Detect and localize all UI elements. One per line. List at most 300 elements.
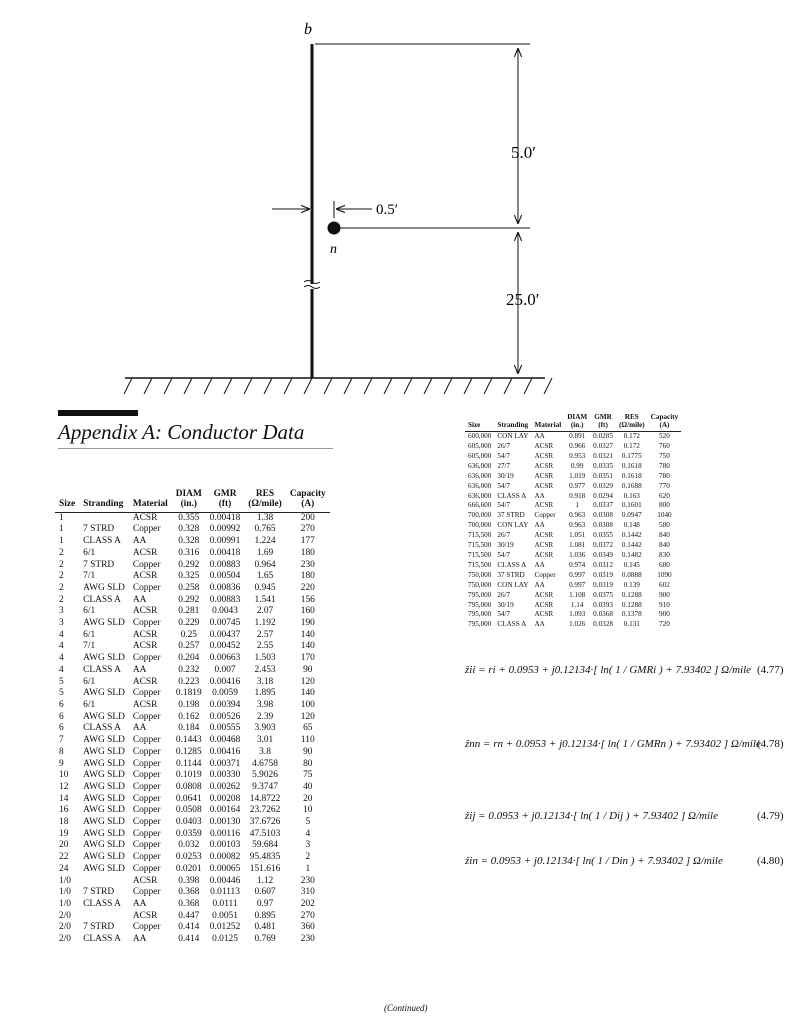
cell-size: 10 xyxy=(59,770,69,781)
cell-material: ACSR xyxy=(534,451,554,460)
cell-size: 5 xyxy=(59,676,64,687)
cell-capacity: 910 xyxy=(659,600,670,609)
cell-material: ACSR xyxy=(534,551,554,559)
cell-res: 3.18 xyxy=(256,676,274,687)
equation-number-4-78: (4.78) xyxy=(757,738,784,750)
cell-gmr: 0.00116 xyxy=(209,828,241,839)
cell-size: 2/0 xyxy=(59,922,71,933)
cell-res: 37.6726 xyxy=(249,817,281,828)
cell-diam: 0.0508 xyxy=(175,805,202,816)
header-capacity: Capacity (A) xyxy=(286,490,330,512)
cell-stranding: 37 STRD xyxy=(497,511,525,520)
cell-size: 6 xyxy=(59,711,64,722)
cell-capacity: 5 xyxy=(305,817,311,828)
cell-size: 3 xyxy=(59,618,64,629)
table-row xyxy=(465,531,681,541)
cell-size: 605,000 xyxy=(468,451,492,460)
cell-size: 1 xyxy=(59,536,64,547)
cell-capacity: 620 xyxy=(659,491,670,500)
cell-stranding: 54/7 xyxy=(497,551,511,559)
header-stranding: Stranding xyxy=(494,414,531,432)
cell-size: 1/0 xyxy=(59,875,71,886)
cell-size: 715,500 xyxy=(468,560,492,569)
table-row xyxy=(465,541,681,551)
cell-res: 0.945 xyxy=(254,582,276,593)
cell-res: 0.0888 xyxy=(621,570,642,579)
cell-capacity: 270 xyxy=(300,524,315,535)
cell-material: ACSR xyxy=(132,571,158,582)
cell-stranding: 37 STRD xyxy=(497,570,525,579)
cell-stranding: 54/7 xyxy=(497,501,511,510)
cell-gmr: 0.0043 xyxy=(212,606,238,617)
cell-stranding: AWG SLD xyxy=(83,805,125,816)
appendix-title-rule xyxy=(58,448,333,449)
cell-size: 14 xyxy=(59,793,69,804)
label-dim-offset: 0.5′ xyxy=(376,202,399,218)
table-row xyxy=(55,852,330,864)
cell-material: ACSR xyxy=(132,629,158,640)
table-row xyxy=(55,759,330,771)
cell-capacity: 170 xyxy=(300,653,315,664)
table-row xyxy=(55,723,330,735)
cell-capacity: 120 xyxy=(300,711,315,722)
cell-diam: 0.292 xyxy=(178,559,200,570)
cell-gmr: 0.00446 xyxy=(209,875,241,886)
header-material: Material xyxy=(531,414,564,432)
cell-res: 0.163 xyxy=(623,491,640,500)
cell-diam: 0.918 xyxy=(569,491,586,500)
cell-gmr: 0.00065 xyxy=(209,863,241,874)
cell-res: 1.895 xyxy=(254,688,276,699)
cell-stranding: 26/7 xyxy=(497,590,511,599)
cell-gmr: 0.0337 xyxy=(593,501,613,510)
cell-size: 6 xyxy=(59,700,64,710)
cell-diam: 0.0641 xyxy=(175,793,202,804)
conductor-table-right xyxy=(465,414,681,630)
cell-stranding: AWG SLD xyxy=(83,793,125,804)
header-gmr: GMR (ft) xyxy=(590,414,616,432)
cell-diam: 0.258 xyxy=(178,582,200,593)
cell-diam: 0.328 xyxy=(178,536,200,547)
cell-capacity: 120 xyxy=(300,676,315,687)
cell-capacity: 110 xyxy=(300,735,315,746)
cell-material: Copper xyxy=(132,781,161,792)
cell-material: ACSR xyxy=(534,481,554,490)
cell-stranding: AWG SLD xyxy=(83,618,125,629)
cell-res: 2.57 xyxy=(256,629,274,640)
cell-material: ACSR xyxy=(534,471,554,480)
cell-material: AA xyxy=(132,723,147,734)
cell-material: AA xyxy=(534,580,545,589)
cell-diam: 1.093 xyxy=(569,610,586,619)
table-row xyxy=(55,595,330,607)
cell-gmr: 0.00504 xyxy=(209,571,241,582)
table-row xyxy=(55,876,330,888)
cell-diam: 0.1443 xyxy=(175,735,202,746)
cell-material: ACSR xyxy=(534,610,554,619)
cell-gmr: 0.0111 xyxy=(212,898,238,909)
cell-capacity: 1040 xyxy=(657,511,672,520)
neutral-conductor-n xyxy=(328,222,341,235)
cell-res: 0.1482 xyxy=(621,551,642,559)
cell-capacity: 720 xyxy=(659,620,670,629)
table-row xyxy=(55,794,330,806)
table-row xyxy=(55,735,330,747)
cell-capacity: 4 xyxy=(305,828,311,839)
cell-material: Copper xyxy=(132,524,161,535)
cell-capacity: 830 xyxy=(659,551,670,559)
cell-gmr: 0.00103 xyxy=(209,840,241,851)
cell-material: AA xyxy=(132,536,147,547)
cell-size: 636,000 xyxy=(468,481,492,490)
cell-stranding xyxy=(79,876,129,888)
equation-4-79: ẑij = 0.0953 + j0.12134·[ ln( 1 / Dij ) + 7.93402 ] Ω/mile xyxy=(465,810,718,822)
cell-gmr: 0.0059 xyxy=(212,688,238,699)
cell-res: 0.1618 xyxy=(621,461,642,470)
cell-gmr: 0.00991 xyxy=(209,536,241,547)
cell-size: 2/0 xyxy=(59,934,71,945)
cell-material: ACSR xyxy=(534,442,554,451)
cell-stranding: AWG SLD xyxy=(83,852,125,863)
cell-stranding: 26/7 xyxy=(497,531,511,540)
table-row xyxy=(55,641,330,653)
cell-diam: 0.99 xyxy=(570,461,584,470)
cell-capacity: 760 xyxy=(659,442,670,451)
table-row xyxy=(465,442,681,452)
cell-stranding: 26/7 xyxy=(497,442,511,451)
table-row xyxy=(465,521,681,531)
cell-diam: 0.316 xyxy=(178,547,200,558)
table-row xyxy=(465,551,681,561)
cell-capacity: 270 xyxy=(300,910,315,921)
cell-size: 7 xyxy=(59,735,64,746)
cell-size: 19 xyxy=(59,828,69,839)
table-row xyxy=(465,511,681,521)
cell-size: 5 xyxy=(59,688,64,699)
cell-diam: 0.891 xyxy=(569,432,586,441)
cell-res: 0.1775 xyxy=(621,451,642,460)
cell-material: ACSR xyxy=(534,501,554,510)
cell-stranding: 30/19 xyxy=(497,600,514,609)
cell-size: 2 xyxy=(59,594,64,605)
table-row xyxy=(465,610,681,620)
header-size: Size xyxy=(55,490,79,512)
cell-size: 18 xyxy=(59,817,69,828)
table-row xyxy=(465,462,681,472)
cell-diam: 0.292 xyxy=(178,594,200,605)
cell-material: AA xyxy=(534,521,545,530)
cell-gmr: 0.00164 xyxy=(209,805,241,816)
label-dim-25ft: 25.0′ xyxy=(506,290,540,309)
cell-size: 1 xyxy=(59,524,64,535)
cell-size: 636,000 xyxy=(468,461,492,470)
cell-diam: 0.368 xyxy=(178,898,200,909)
header-stranding: Stranding xyxy=(79,490,129,512)
equation-4-80: ẑin = 0.0953 + j0.12134·[ ln( 1 / Din ) + 7.93402 ] Ω/mile xyxy=(465,855,723,867)
cell-stranding: 6/1 xyxy=(83,676,96,687)
cell-diam: 0.953 xyxy=(569,451,586,460)
cell-size: 20 xyxy=(59,840,69,851)
cell-stranding: 27/7 xyxy=(497,461,511,470)
cell-material: AA xyxy=(132,594,147,605)
cell-capacity: 220 xyxy=(300,582,315,593)
cell-size: 600,000 xyxy=(468,432,492,441)
cell-material: AA xyxy=(132,898,147,909)
table-row xyxy=(55,653,330,665)
cell-diam: 0.1819 xyxy=(175,688,202,699)
equation-4-78: ẑnn = rn + 0.0953 + j0.12134·[ ln( 1 / GMRn ) + 7.93402 ] Ω/mile xyxy=(465,738,761,750)
cell-capacity: 65 xyxy=(303,723,313,734)
cell-res: 0.1378 xyxy=(621,610,642,619)
cell-res: 151.616 xyxy=(249,863,281,874)
cell-diam: 1.026 xyxy=(569,620,586,629)
cell-res: 0.1601 xyxy=(621,501,642,510)
cell-gmr: 0.00883 xyxy=(209,559,241,570)
cell-capacity: 230 xyxy=(300,934,315,945)
cell-stranding: AWG SLD xyxy=(83,653,125,664)
cell-diam: 0.355 xyxy=(178,512,200,523)
cell-capacity: 520 xyxy=(659,432,670,441)
table-row xyxy=(55,571,330,583)
cell-size: 2 xyxy=(59,559,64,570)
cell-capacity: 202 xyxy=(300,898,315,909)
cell-diam: 0.0359 xyxy=(175,828,202,839)
cell-gmr: 0.0349 xyxy=(593,551,613,559)
cell-gmr: 0.00418 xyxy=(209,547,241,558)
cell-stranding: CLASS A xyxy=(83,723,121,734)
cell-gmr: 0.00394 xyxy=(209,700,241,710)
cell-stranding: AWG SLD xyxy=(83,770,125,781)
cell-material: ACSR xyxy=(132,875,158,886)
cell-material: AA xyxy=(132,934,147,945)
cell-res: 47.5103 xyxy=(249,828,281,839)
cell-gmr: 0.00526 xyxy=(209,711,241,722)
cell-res: 0.1688 xyxy=(621,481,642,490)
cell-capacity: 840 xyxy=(659,541,670,550)
cell-stranding: 7 STRD xyxy=(83,922,115,933)
cell-res: 5.9026 xyxy=(252,770,278,781)
cell-gmr: 0.00452 xyxy=(209,641,241,652)
cell-diam: 0.223 xyxy=(178,676,200,687)
cell-res: 1.503 xyxy=(254,653,276,664)
cell-size: 4 xyxy=(59,664,64,675)
cell-material: Copper xyxy=(534,511,556,520)
table-header-row xyxy=(465,414,681,432)
continued-note: (Continued) xyxy=(384,1003,428,1013)
cell-size: 12 xyxy=(59,781,69,792)
cell-size: 795,000 xyxy=(468,610,492,619)
table-row xyxy=(55,618,330,630)
cell-size: 4 xyxy=(59,641,64,652)
cell-size: 1/0 xyxy=(59,898,71,909)
cell-material: Copper xyxy=(132,758,161,769)
cell-res: 2.39 xyxy=(256,711,274,722)
table-row xyxy=(55,747,330,759)
cell-gmr: 0.00418 xyxy=(209,512,241,523)
cell-gmr: 0.01252 xyxy=(209,922,241,933)
cell-res: 0.1442 xyxy=(621,541,642,550)
cell-stranding: CLASS A xyxy=(83,934,121,945)
cell-diam: 1.108 xyxy=(569,590,586,599)
cell-material: AA xyxy=(534,432,545,441)
table-row xyxy=(465,492,681,502)
pole-break-mark xyxy=(304,281,320,289)
cell-material: ACSR xyxy=(534,461,554,470)
cell-stranding: CON LAY xyxy=(497,580,529,589)
cell-gmr: 0.00416 xyxy=(209,676,241,687)
header-capacity: Capacity (A) xyxy=(648,414,682,432)
cell-diam: 0.162 xyxy=(178,711,200,722)
cell-size: 2/0 xyxy=(59,910,71,921)
cell-material: ACSR xyxy=(534,590,554,599)
cell-size: 700,000 xyxy=(468,511,492,520)
cell-capacity: 75 xyxy=(303,770,313,781)
cell-gmr: 0.00082 xyxy=(209,852,241,863)
cell-gmr: 0.007 xyxy=(214,664,236,675)
cell-diam: 0.257 xyxy=(178,641,200,652)
table-row xyxy=(465,452,681,462)
header-size: Size xyxy=(465,414,494,432)
cell-capacity: 230 xyxy=(300,559,315,570)
table-row xyxy=(55,536,330,548)
cell-res: 0.964 xyxy=(254,559,276,570)
cell-res: 3.8 xyxy=(259,746,271,757)
label-b: b xyxy=(304,21,312,38)
cell-diam: 0.204 xyxy=(178,653,200,664)
cell-size: 3 xyxy=(59,606,64,617)
cell-gmr: 0.0319 xyxy=(593,580,613,589)
cell-size: 636,000 xyxy=(468,471,492,480)
cell-stranding: AWG SLD xyxy=(83,758,125,769)
cell-material: Copper xyxy=(132,688,161,699)
cell-size: 750,000 xyxy=(468,580,492,589)
cell-material: Copper xyxy=(132,770,161,781)
table-row xyxy=(55,700,330,712)
table-row xyxy=(55,840,330,852)
cell-stranding: AWG SLD xyxy=(83,781,125,792)
cell-size: 700,000 xyxy=(468,521,492,530)
cell-capacity: 140 xyxy=(300,641,315,652)
cell-gmr: 0.0393 xyxy=(593,600,613,609)
cell-diam: 0.281 xyxy=(178,606,200,617)
header-res: RES (Ω/mile) xyxy=(616,414,648,432)
table-row xyxy=(465,501,681,511)
cell-gmr: 0.0335 xyxy=(593,461,613,470)
cell-diam: 0.0808 xyxy=(175,781,202,792)
cell-diam: 0.997 xyxy=(569,580,586,589)
cell-gmr: 0.0372 xyxy=(593,541,613,550)
cell-size: 16 xyxy=(59,805,69,816)
cell-material: Copper xyxy=(132,559,161,570)
table-header-row xyxy=(55,490,330,512)
cell-gmr: 0.0321 xyxy=(593,451,613,460)
cell-size: 636,000 xyxy=(468,491,492,500)
cell-capacity: 140 xyxy=(300,629,315,640)
cell-stranding: 54/7 xyxy=(497,610,511,619)
cell-stranding: CLASS A xyxy=(83,898,121,909)
cell-gmr: 0.00992 xyxy=(209,524,241,535)
ground-hatching xyxy=(124,378,552,394)
cell-capacity: 780 xyxy=(659,461,670,470)
cell-stranding: AWG SLD xyxy=(83,828,125,839)
cell-capacity: 10 xyxy=(303,805,313,816)
cell-size: 1/0 xyxy=(59,887,71,898)
cell-res: 0.1288 xyxy=(621,590,642,599)
cell-diam: 0.414 xyxy=(178,922,200,933)
cell-diam: 0.198 xyxy=(178,700,200,710)
cell-stranding: AWG SLD xyxy=(83,817,125,828)
table-row xyxy=(465,561,681,571)
cell-diam: 0.232 xyxy=(178,664,200,675)
cell-res: 0.607 xyxy=(254,887,276,898)
cell-stranding: 7 STRD xyxy=(83,524,115,535)
cell-capacity: 1 xyxy=(305,863,311,874)
table-row xyxy=(55,887,330,899)
cell-size: 22 xyxy=(59,852,69,863)
cell-gmr: 0.00416 xyxy=(209,746,241,757)
table-row xyxy=(55,817,330,829)
cell-gmr: 0.0051 xyxy=(212,910,238,921)
table-row xyxy=(55,899,330,911)
cell-capacity: 180 xyxy=(300,547,315,558)
cell-gmr: 0.0328 xyxy=(593,620,613,629)
cell-gmr: 0.00130 xyxy=(209,817,241,828)
cell-res: 0.1618 xyxy=(621,471,642,480)
pole-configuration-figure xyxy=(0,0,811,405)
cell-stranding xyxy=(79,512,129,524)
cell-size: 750,000 xyxy=(468,570,492,579)
cell-capacity: 800 xyxy=(659,501,670,510)
cell-stranding: 6/1 xyxy=(83,547,96,558)
cell-material: AA xyxy=(534,620,545,629)
cell-stranding: 6/1 xyxy=(83,606,96,617)
cell-size: 795,000 xyxy=(468,600,492,609)
cell-res: 0.1442 xyxy=(621,531,642,540)
cell-capacity: 190 xyxy=(300,618,315,629)
cell-res: 0.172 xyxy=(623,442,640,451)
cell-res: 0.97 xyxy=(256,898,274,909)
cell-stranding: 54/7 xyxy=(497,451,511,460)
cell-capacity: 750 xyxy=(659,451,670,460)
cell-capacity: 3 xyxy=(305,840,311,851)
table-row xyxy=(55,688,330,700)
cell-capacity: 100 xyxy=(300,700,315,710)
cell-size: 2 xyxy=(59,547,64,558)
cell-stranding: CON LAY xyxy=(497,432,529,441)
cell-size: 715,500 xyxy=(468,531,492,540)
cell-capacity: 90 xyxy=(303,664,313,675)
cell-diam: 0.977 xyxy=(569,481,586,490)
cell-size: 6 xyxy=(59,723,64,734)
cell-size: 715,500 xyxy=(468,551,492,559)
cell-gmr: 0.00555 xyxy=(209,723,241,734)
cell-diam: 0.1019 xyxy=(175,770,202,781)
cell-diam: 1 xyxy=(575,501,579,510)
cell-material: Copper xyxy=(132,793,161,804)
cell-res: 0.481 xyxy=(254,922,276,933)
cell-stranding: 30/19 xyxy=(497,471,514,480)
cell-res: 2.07 xyxy=(256,606,274,617)
cell-stranding xyxy=(79,911,129,923)
cell-size: 2 xyxy=(59,582,64,593)
cell-material: ACSR xyxy=(132,606,158,617)
table-row xyxy=(55,934,330,946)
cell-size: 795,000 xyxy=(468,620,492,629)
cell-res: 1.12 xyxy=(256,875,274,886)
table-row xyxy=(465,581,681,591)
cell-stranding: CLASS A xyxy=(83,536,121,547)
cell-size: 715,500 xyxy=(468,541,492,550)
